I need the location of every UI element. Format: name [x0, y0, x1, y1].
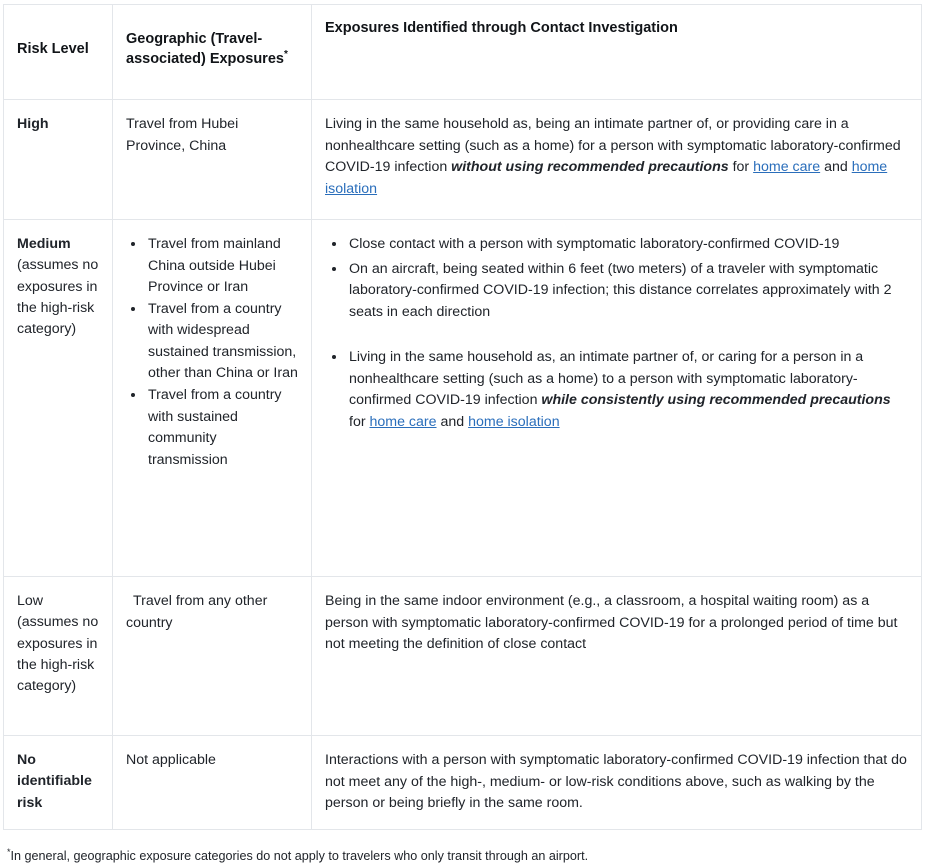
cell-exposures-medium [312, 220, 922, 577]
table-row [4, 736, 922, 830]
table-row [4, 100, 922, 220]
cell-geographic-high [113, 100, 312, 220]
cell-geographic-low [113, 577, 312, 736]
list-item [347, 347, 910, 433]
table-footnote [7, 847, 921, 866]
cell-risk-level-medium [4, 220, 113, 577]
emphasis-text: while consistently using recommended precautions [541, 392, 891, 409]
list-item [347, 234, 910, 256]
list-item [347, 259, 910, 324]
column-header-geographic-label: Geographic (Travel-associated) Exposures [126, 31, 284, 67]
cell-risk-level-low [4, 577, 113, 736]
column-header-contact-investigation: Exposures Identified through Contact Investigation [312, 5, 922, 100]
header-row [4, 5, 922, 100]
footnote-text: In general, geographic exposure categories do not apply to travelers who only transit through an airport. [10, 848, 589, 863]
geographic-text: Travel from any other country [126, 593, 268, 631]
text-run: On an aircraft, being seated within 6 feet (two meters) of a traveler with symptomatic laboratory-confirmed COVID-19 infection; this distance correlates approximately with 2 seats in each direction [349, 260, 892, 320]
cell-exposures-low [312, 577, 922, 736]
cell-risk-level-high [4, 100, 113, 220]
exposure-paragraph [325, 591, 910, 656]
risk-level-label: No identifiable risk [17, 752, 92, 811]
inline-link[interactable]: home isolation [325, 159, 888, 197]
risk-level-label: Medium [17, 236, 71, 252]
list-item: • Travel from a country with sustained community transmission [146, 385, 300, 471]
text-run: for [349, 414, 370, 431]
cell-risk-level-none [4, 736, 113, 830]
list-item: • Travel from mainland China outside Hubei Province or Iran [146, 234, 300, 299]
text-run: Living in the same household as, an intimate partner of, or caring for a person in a nonhealthcare setting (such as a home) to a person with symptomatic laboratory-confirmed COVID-19 infection [349, 349, 864, 409]
risk-level-note: (assumes no exposures in the high-risk category) [17, 614, 99, 695]
table-header [4, 5, 922, 100]
table-body [4, 100, 922, 830]
text-run: Living in the same household as, being an intimate partner of, or providing care in a nonhealthcare setting (such as a home) for a person with symptomatic laboratory-confirmed COVID-19 infection [325, 116, 901, 176]
emphasis-text: without using recommended precautions [451, 159, 729, 176]
risk-level-label: Low [17, 593, 44, 609]
exposure-paragraph [325, 114, 910, 200]
text-run: and [436, 414, 469, 431]
cell-geographic-none [113, 736, 312, 830]
table-row [4, 220, 922, 577]
list-item: • Travel from a country with widespread sustained transmission, other than China or Iran [146, 299, 300, 385]
table-row [4, 577, 922, 736]
risk-level-note: (assumes no exposures in the high-risk category) [17, 257, 99, 338]
text-run: and [820, 159, 852, 176]
risk-assessment-table [3, 4, 922, 830]
footnote-marker-icon: * [283, 49, 288, 61]
risk-level-label: High [17, 116, 49, 132]
exposure-bullet-list [325, 234, 910, 434]
cell-exposures-none [312, 736, 922, 830]
geographic-text: Travel from Hubei Province, China [126, 116, 239, 154]
column-header-geographic-exposures [113, 5, 312, 100]
text-run: Close contact with a person with symptomatic laboratory-confirmed COVID-19 [349, 236, 840, 252]
cell-geographic-medium [113, 220, 312, 577]
exposure-paragraph [325, 750, 910, 815]
inline-link[interactable]: home care [369, 414, 437, 431]
text-run: for [728, 159, 754, 176]
inline-link[interactable]: home care [753, 159, 821, 176]
footnote-marker-icon: * [7, 846, 11, 857]
geographic-text: Not applicable [126, 752, 216, 768]
text-run: Being in the same indoor environment (e.g., a classroom, a hospital waiting room) as a person with symptomatic laboratory-confirmed COVID-19 for a prolonged period of time but not meeting the definition of close contact [325, 593, 898, 653]
geographic-bullet-list [126, 234, 300, 471]
cell-exposures-high [312, 100, 922, 220]
text-run: Interactions with a person with symptomatic laboratory-confirmed COVID-19 infection that do not meet any of the high-, medium- or low-risk conditions above, such as walking by the person or being briefly in the same room. [325, 752, 907, 812]
inline-link[interactable]: home isolation [468, 414, 560, 431]
column-header-risk-level: Risk Level [4, 5, 113, 100]
